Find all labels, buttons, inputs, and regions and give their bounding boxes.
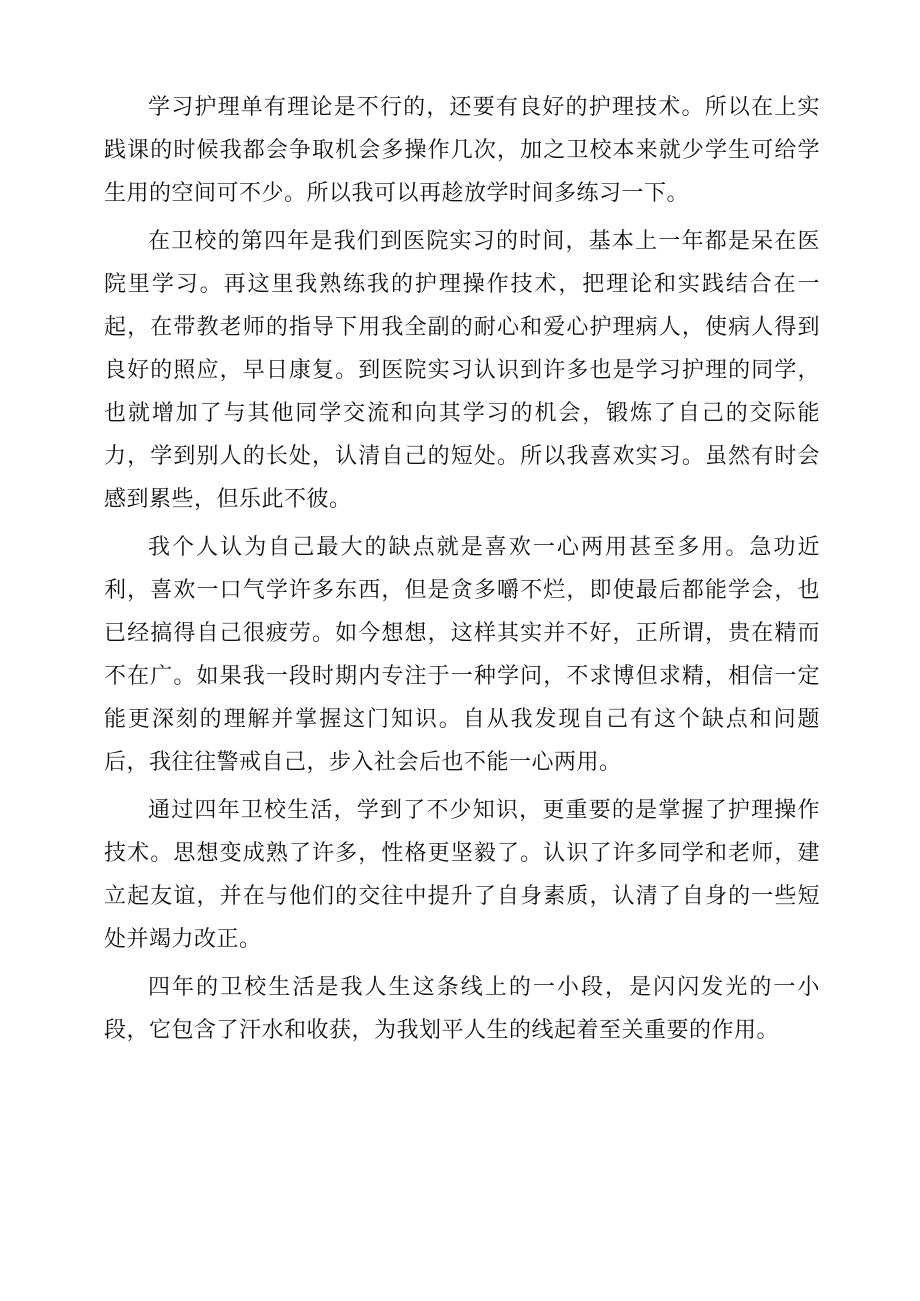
paragraph-practice-skills: 学习护理单有理论是不行的，还要有良好的护理技术。所以在上实践课的时候我都会争取机会多操作几次，加之卫校本来就少学生可给学生用的空间可不少。所以我可以再趁放学时间多练习一下。: [104, 95, 820, 206]
paragraph-hospital-internship: 在卫校的第四年是我们到医院实习的时间，基本上一年都是呆在医院里学习。再这里我熟练我的护理操作技术，把理论和实践结合在一起，在带教老师的指导下用我全副的耐心和爱心护理病人，使病人得到良好的照应，早日康复。到医院实习认识到许多也是学习护理的同学，也就增加了与其他同学交流和向其学习的机会，锻炼了自己的交际能力，学到别人的长处，认清自己的短处。所以我喜欢实习。虽然有时会感到累些，但乐此不彼。: [104, 229, 820, 512]
paragraph-conclusion: 四年的卫校生活是我人生这条线上的一小段，是闪闪发光的一小段，它包含了汗水和收获，为我划平人生的线起着至关重要的作用。: [104, 975, 820, 1043]
paragraph-four-years-gains: 通过四年卫校生活，学到了不少知识，更重要的是掌握了护理操作技术。思想变成熟了许多，性格更坚毅了。认识了许多同学和老师，建立起友谊，并在与他们的交往中提升了自身素质，认清了自身的一些短处并竭力改正。: [104, 798, 820, 952]
paragraph-personal-shortcoming: 我个人认为自己最大的缺点就是喜欢一心两用甚至多用。急功近利，喜欢一口气学许多东西，但是贪多嚼不烂，即使最后都能学会，也已经搞得自己很疲劳。如今想想，这样其实并不好，正所谓，贵在精而不在广。如果我一段时期内专注于一种学问，不求博但求精，相信一定能更深刻的理解并掌握这门知识。自从我发现自己有这个缺点和问题后，我往往警戒自己，步入社会后也不能一心两用。: [104, 535, 820, 775]
